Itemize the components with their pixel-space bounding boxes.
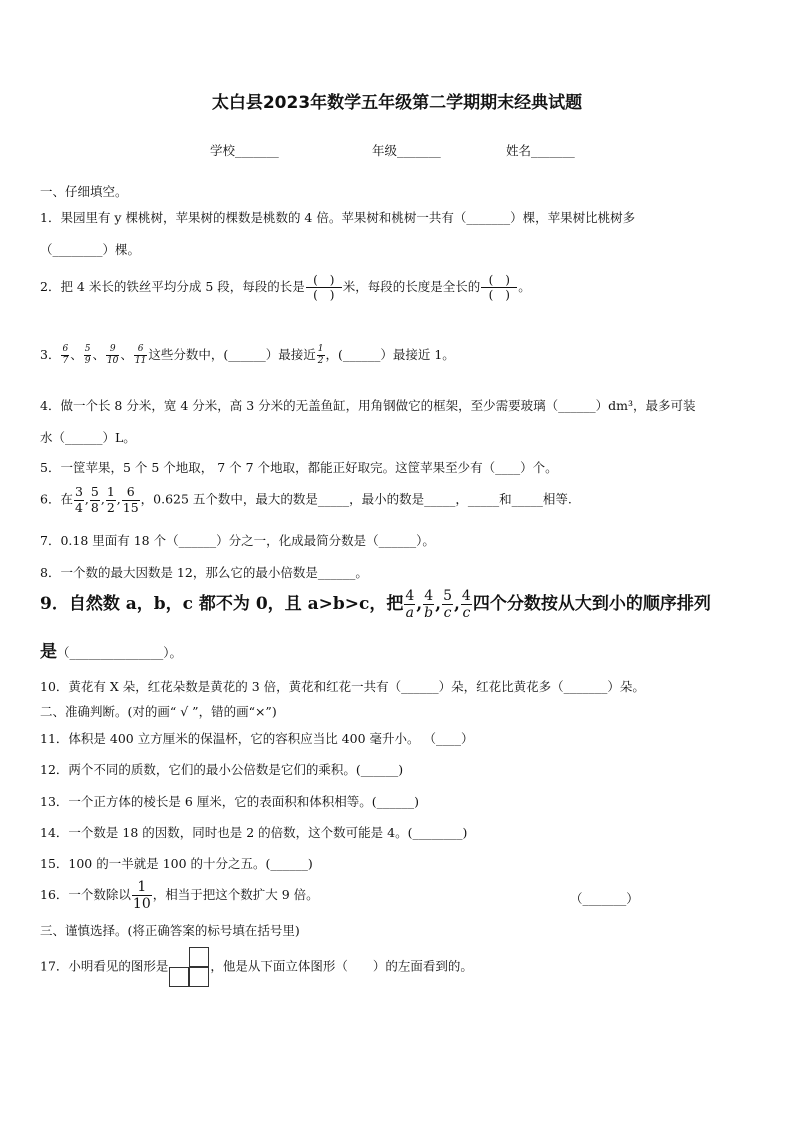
separator: , [453, 594, 460, 614]
question-6-suffix: ，0.625 五个数中，最大的数是_____，最小的数是_____，_____和_____相等. [140, 491, 572, 507]
blank-fraction: $\frac{( )}{( )}$ [306, 274, 342, 301]
blank-fraction: $\frac{( )}{( )}$ [481, 274, 517, 301]
fraction: $\frac{5}{9}$ [84, 344, 91, 366]
question-2-text-a: 2．把 4 米长的铁丝平均分成 5 段，每段的长是 [40, 279, 305, 294]
page-title: 太白县2023年数学五年级第二学期期末经典试题 [211, 93, 583, 113]
question-12: 12．两个不同的质数，它们的最小公倍数是它们的乘积。(______) [40, 762, 404, 777]
question-5: 5．一筐苹果，5 个 5 个地取， 7 个 7 个地取，都能正好取完。这筐苹果至少有（____）个。 [40, 460, 558, 475]
section-3-heading: 三、谨慎选择。(将正确答案的标号填在括号里) [40, 923, 300, 938]
question-3 [40, 345, 455, 366]
question-4-line-1: 4．做一个长 8 分米，宽 4 分米，高 3 分米的无盖鱼缸，用角钢做它的框架，至少需要玻璃（______）dm³，最多可装 [40, 398, 696, 413]
question-9-text-b: 四个分数按从大到小的顺序排列 [472, 594, 711, 614]
question-10: 10．黄花有 X 朵，红花朵数是黄花的 3 倍，黄花和红花一共有（______）朵，红花比黄花多（_______）朵。 [40, 679, 645, 694]
separator: , [84, 491, 89, 507]
question-1-line-1: 1．果园里有 y 棵桃树，苹果树的棵数是桃数的 4 倍。苹果树和桃树一共有（_______）棵，苹果树比桃树多 [40, 210, 636, 225]
school-field: 学校_______ [210, 143, 279, 158]
question-3-text-a: 这些分数中，(______）最接近 [148, 347, 316, 362]
square [189, 947, 209, 967]
question-15: 15．100 的一半就是 100 的十分之五。(______) [40, 856, 313, 871]
question-16-text-a: 16．一个数除以 [40, 887, 131, 902]
section-1-heading: 一、仔细填空。 [40, 184, 128, 199]
question-4-line-2: 水（______）L。 [40, 430, 136, 445]
fraction-half: $\frac{1}{2}$ [317, 344, 324, 366]
fraction: $\frac{1}{2}$ [106, 484, 115, 515]
question-3-text-b: ，(______）最接近 1。 [325, 347, 455, 362]
question-6 [40, 486, 572, 514]
fraction: $\frac{4}{c}$ [461, 588, 471, 621]
square [169, 967, 189, 987]
question-2-text-b: 米，每段的长度是全长的 [342, 279, 481, 294]
separator: , [116, 491, 121, 507]
fraction: $\frac{6}{15}$ [122, 484, 139, 515]
grade-field: 年级_______ [372, 143, 441, 158]
question-13: 13．一个正方体的棱长是 6 厘米，它的表面积和体积相等。(______) [40, 794, 420, 809]
separator: , [435, 594, 442, 614]
fraction: $\frac{4}{a}$ [405, 588, 415, 621]
question-9-line-2 [40, 637, 182, 662]
question-2 [40, 274, 531, 301]
fraction: $\frac{5}{8}$ [90, 484, 99, 515]
fraction-one-tenth: $\frac{1}{10}$ [132, 879, 151, 912]
question-16-text-b: ，相当于把这个数扩大 9 倍。 [152, 887, 319, 902]
question-9-line-2-a: 是 [40, 642, 57, 662]
fraction: $\frac{6}{7}$ [62, 344, 69, 366]
separator: 、 [92, 347, 105, 362]
question-17-text-b: ，他是从下面立体图形（ ）的左面看到的。 [210, 958, 473, 974]
question-7: 7．0.18 里面有 18 个（______）分之一，化成最简分数是（______）。 [40, 533, 435, 548]
name-field: 姓名_______ [506, 143, 575, 158]
question-1-line-2: （________）棵。 [40, 242, 141, 257]
section-2-heading: 二、准确判断。(对的画“ √ ”，错的画“×”) [40, 704, 277, 719]
square [189, 967, 209, 987]
separator: 、 [70, 347, 83, 362]
shape-view-figure [169, 947, 209, 987]
fraction: $\frac{3}{4}$ [74, 484, 83, 515]
question-3-prefix: 3． [40, 347, 61, 362]
question-17-text-a: 17．小明看见的图形是 [40, 958, 169, 974]
question-17 [40, 947, 473, 987]
fraction: $\frac{9}{10}$ [106, 344, 119, 366]
fraction: $\frac{5}{c}$ [443, 588, 452, 621]
question-9-answer-blank: （_______________）。 [57, 645, 183, 660]
question-16-answer-blank: （_______） [570, 891, 639, 906]
separator: 、 [120, 347, 133, 362]
question-16 [40, 880, 319, 911]
question-9-text-a: 9．自然数 a，b，c 都不为 0，且 a>b>c，把 [40, 594, 404, 614]
separator: , [416, 594, 423, 614]
fraction: $\frac{6}{11}$ [134, 344, 147, 366]
question-9-line-1 [40, 589, 711, 620]
separator: , [100, 491, 105, 507]
fraction: $\frac{4}{b}$ [424, 588, 434, 621]
question-14: 14．一个数是 18 的因数，同时也是 2 的倍数，这个数可能是 4。(________) [40, 825, 468, 840]
question-8: 8．一个数的最大因数是 12，那么它的最小倍数是______。 [40, 565, 368, 580]
question-11: 11．体积是 400 立方厘米的保温杯，它的容积应当比 400 毫升小。 （____） [40, 731, 474, 746]
question-2-text-c: 。 [518, 279, 531, 294]
question-6-prefix: 6．在 [40, 491, 73, 507]
